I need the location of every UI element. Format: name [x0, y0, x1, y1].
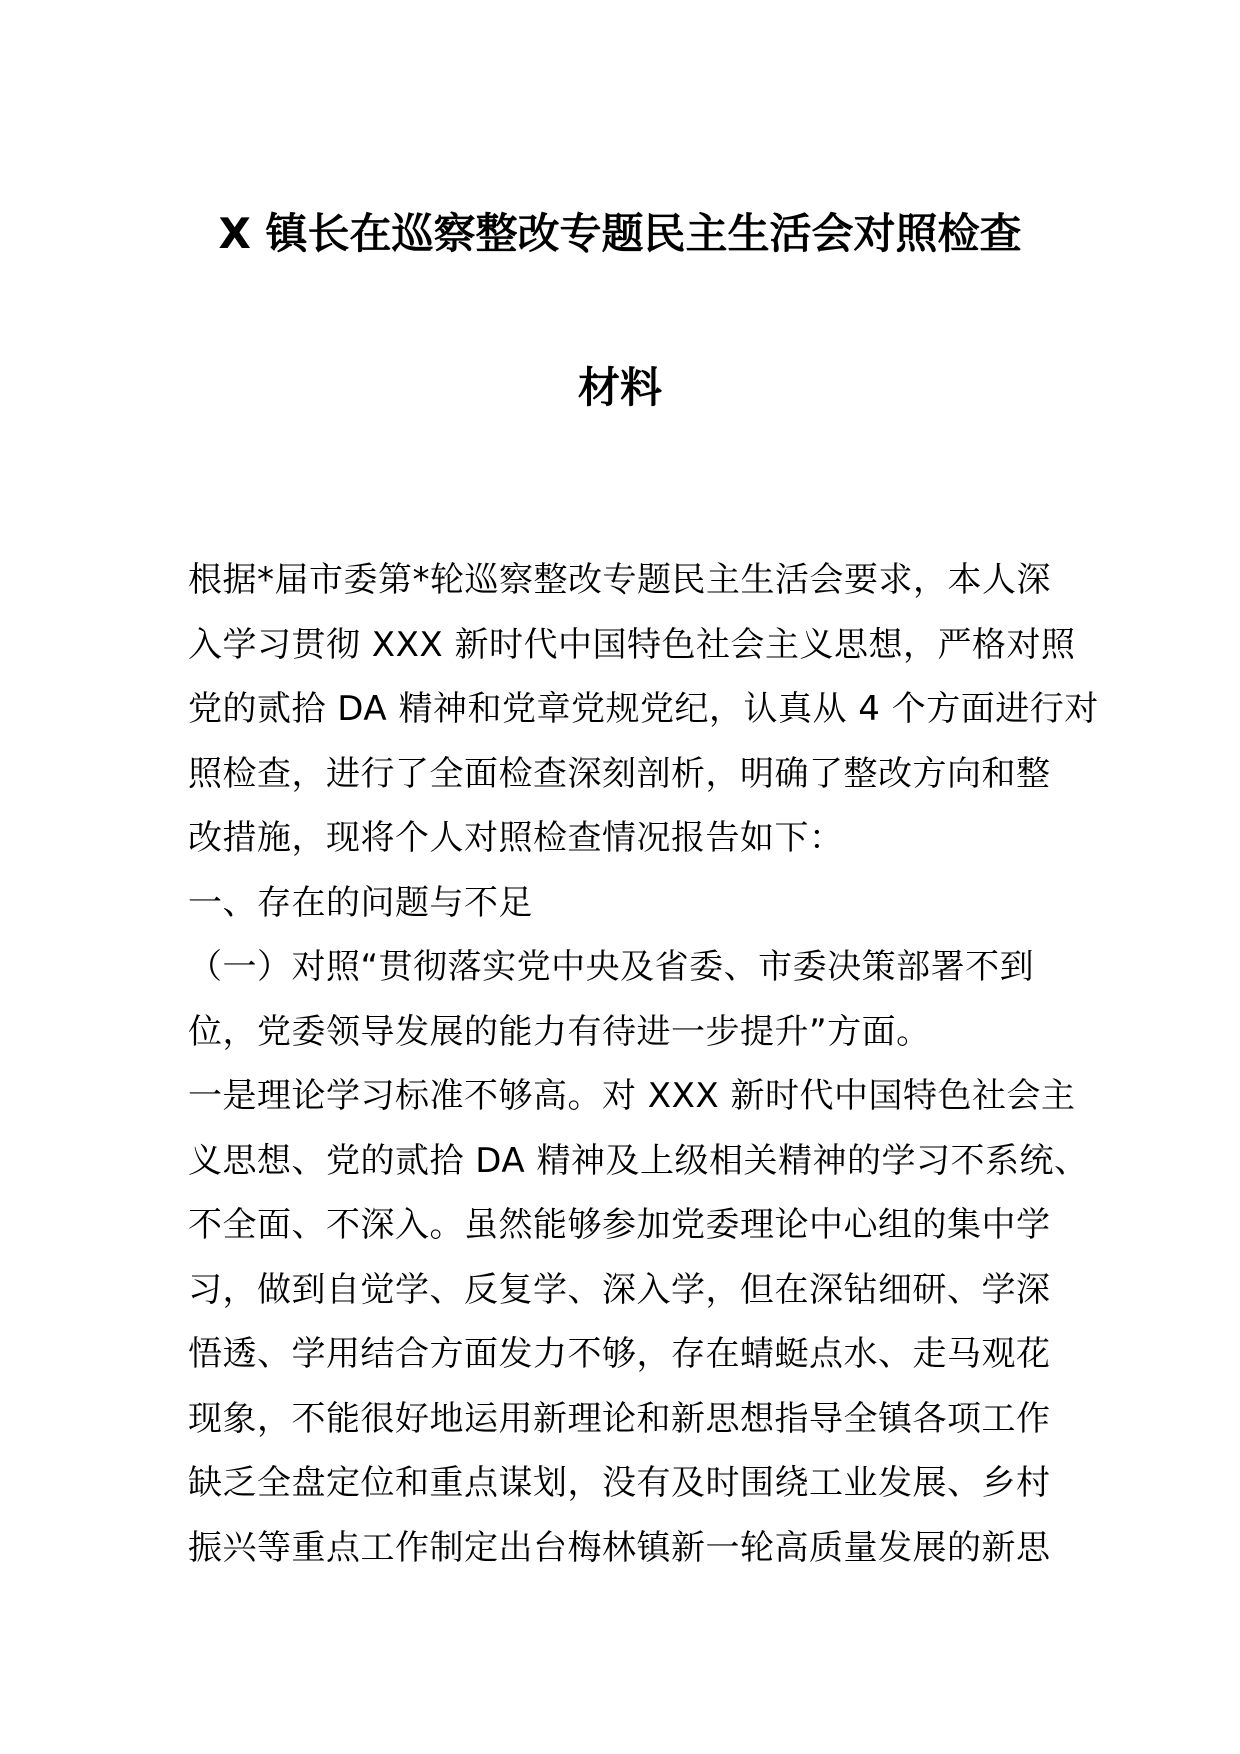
section-heading: 一、存在的问题与不足 [188, 882, 533, 923]
body-line: 悟透、学用结合方面发力不够，存在蜻蜓点水、走马观花 [188, 1334, 1051, 1374]
body-line: 不全面、不深入。虽然能够参加党委理论中心组的集中学 [188, 1205, 1051, 1245]
body-line: 缺乏全盘定位和重点谋划，没有及时围绕工业发展、乡村 [188, 1463, 1051, 1503]
document-title-line-1: X 镇长在巡察整改专题民主生活会对照检查 [218, 209, 1022, 258]
body-line: 党的贰拾 DA 精神和党章党规党纪，认真从 4 个方面进行对 [188, 689, 1099, 729]
body-line: 入学习贯彻 XXX 新时代中国特色社会主义思想，严格对照 [188, 624, 1076, 665]
document-title-line-2: 材料 [577, 363, 662, 412]
body-line: 现象，不能很好地运用新理论和新思想指导全镇各项工作 [188, 1398, 1051, 1439]
body-line: 习，做到自觉学、反复学、深入学，但在深钻细研、学深 [188, 1269, 1051, 1310]
body-line: 位，党委领导发展的能力有待进一步提升”方面。 [188, 1011, 931, 1052]
body-line: 照检查，进行了全面检查深刻剖析，明确了整改方向和整 [188, 753, 1051, 794]
body-line: 根据*届市委第*轮巡察整改专题民主生活会要求，本人深 [188, 560, 1051, 600]
document-body [188, 548, 1099, 1580]
body-line: 振兴等重点工作制定出台梅林镇新一轮高质量发展的新思 [188, 1527, 1051, 1568]
body-line: 义思想、党的贰拾 DA 精神及上级相关精神的学习不系统、 [188, 1140, 1089, 1181]
body-line: 一是理论学习标准不够高。对 XXX 新时代中国特色社会主 [188, 1076, 1076, 1116]
body-line: 改措施，现将个人对照检查情况报告如下： [188, 818, 844, 858]
body-line: （一）对照“贯彻落实党中央及省委、市委决策部署不到 [188, 947, 1035, 987]
